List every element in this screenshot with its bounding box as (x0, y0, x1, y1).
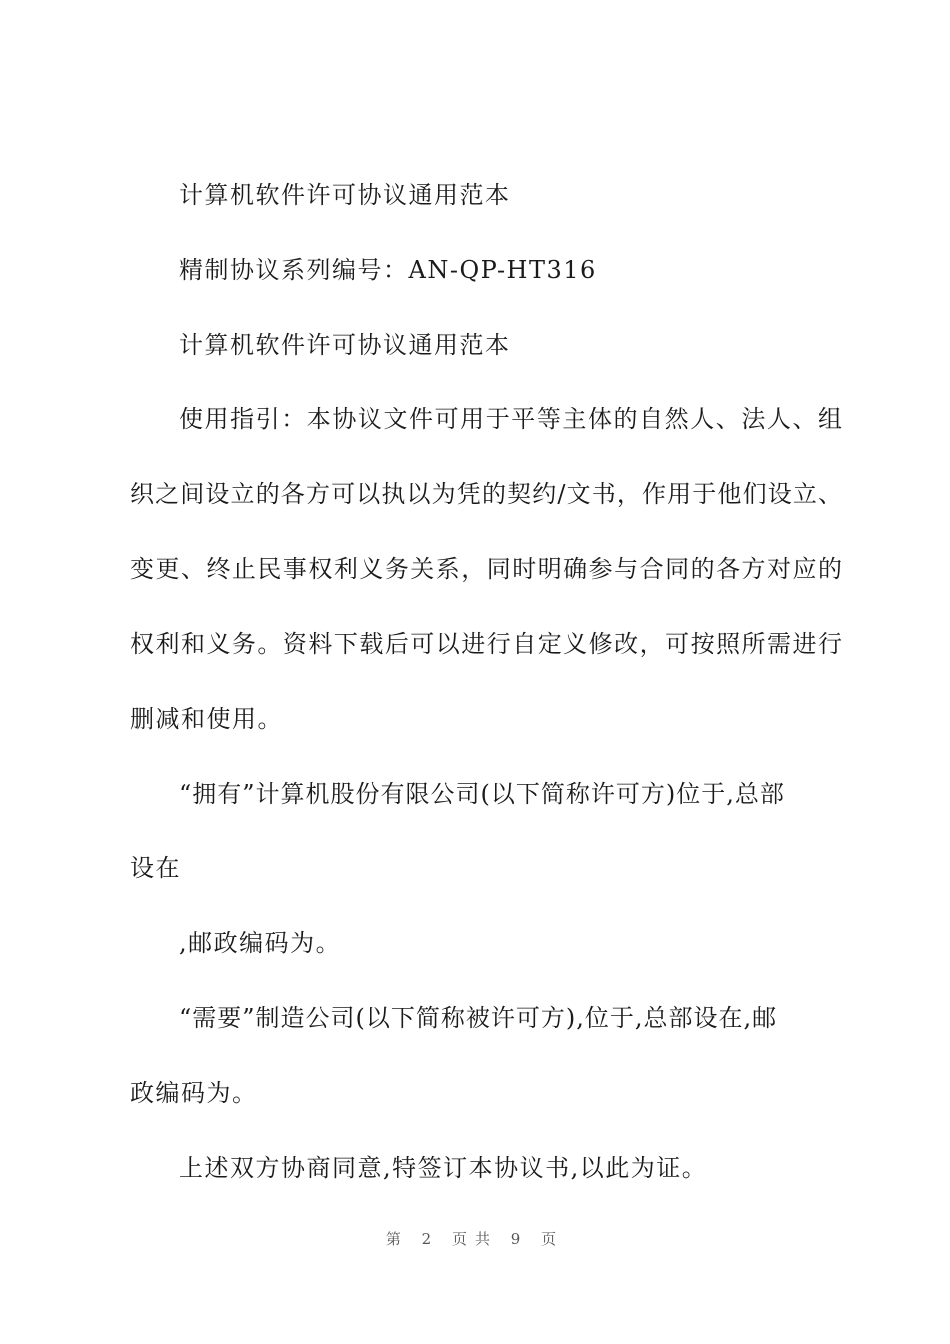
guide-line: 使用指引：本协议文件可用于平等主体的自然人、法人、组 (179, 405, 842, 433)
agreement-statement: 上述双方协商同意,特签订本协议书,以此为证。 (179, 1154, 708, 1182)
series-number: 精制协议系列编号：AN-QP-HT316 (179, 256, 597, 284)
guide-line: 变更、终止民事权利义务关系，同时明确参与合同的各方对应的 (130, 555, 842, 583)
guide-line: 织之间设立的各方可以执以为凭的契约/文书，作用于他们设立、 (130, 480, 842, 508)
licensee-line: 政编码为。 (130, 1079, 258, 1107)
guide-line: 权利和义务。资料下载后可以进行自定义修改，可按照所需进行 (130, 630, 842, 658)
page-number-footer: 第 2 页共 9 页 (385, 1230, 565, 1248)
document-subtitle: 计算机软件许可协议通用范本 (179, 331, 511, 359)
guide-line: 删减和使用。 (130, 705, 283, 733)
licensor-line: “拥有”计算机股份有限公司(以下简称许可方)位于,总部 (179, 780, 785, 808)
licensor-line: 设在 (130, 854, 181, 882)
licensee-line: “需要”制造公司(以下简称被许可方),位于,总部设在,邮 (179, 1004, 778, 1032)
licensor-line: ,邮政编码为。 (179, 929, 342, 957)
document-title: 计算机软件许可协议通用范本 (179, 181, 511, 209)
